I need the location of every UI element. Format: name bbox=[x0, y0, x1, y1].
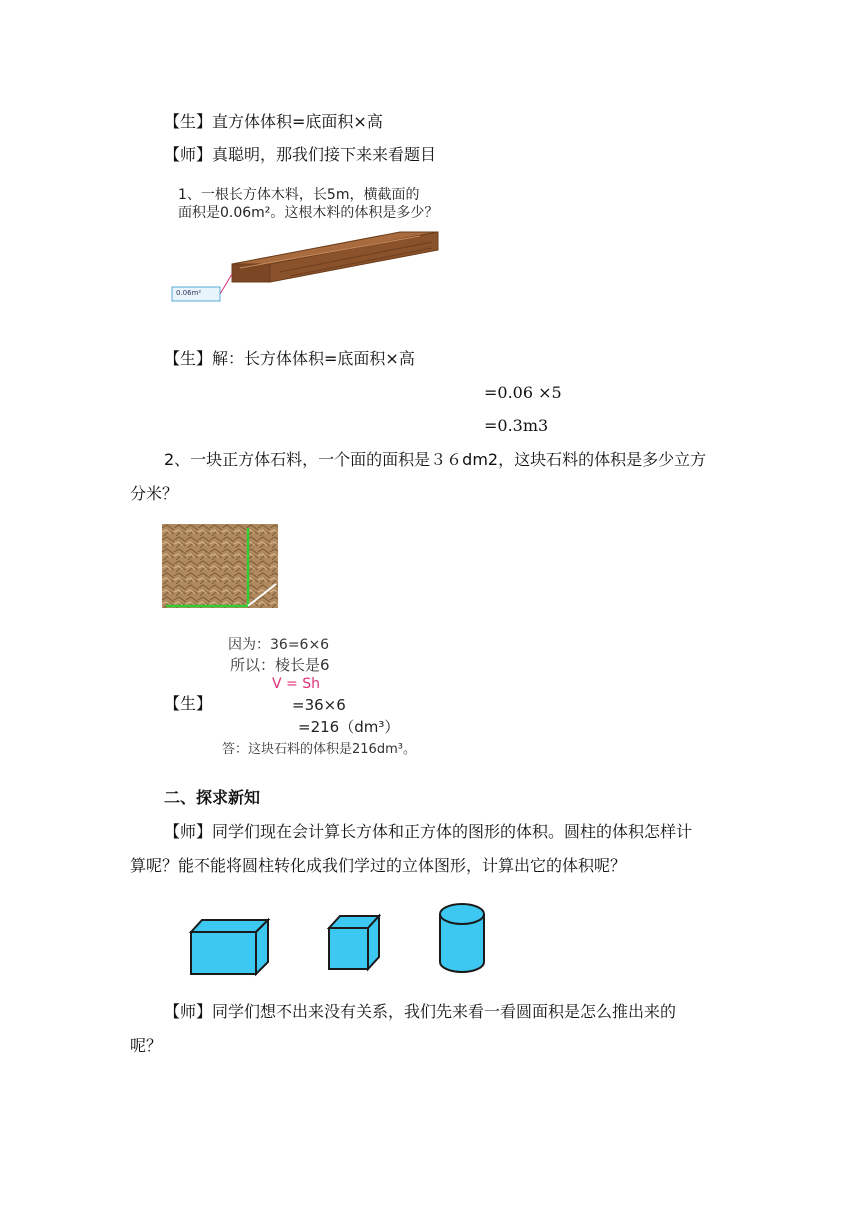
paragraph-1-line1: 【师】同学们现在会计算长方体和正方体的图形的体积。圆柱的体积怎样计 bbox=[164, 822, 693, 841]
solution-line4: =36×6 bbox=[292, 696, 346, 714]
three-solids-illustration bbox=[186, 898, 492, 982]
wood-beam-illustration bbox=[170, 182, 442, 304]
line-student-3: 【生】 bbox=[164, 694, 213, 713]
question-2-line1: 2、一块正方体石料，一个面的面积是３６dm2，这块石料的体积是多少立方 bbox=[164, 450, 707, 469]
solution-line1: 因为：36=6×6 bbox=[228, 637, 330, 653]
line-student-1: 【生】直方体体积=底面积×高 bbox=[164, 112, 383, 131]
wood-area-label: 0.06m² bbox=[176, 289, 202, 297]
cylinder-shape bbox=[440, 904, 484, 972]
stone-cube-illustration bbox=[162, 524, 280, 610]
stone-solution-block bbox=[222, 632, 482, 760]
line-student-2: 【生】解：长方体体积=底面积×高 bbox=[164, 349, 415, 368]
solution-line2: 所以：棱长是6 bbox=[230, 656, 330, 674]
line-teacher-1: 【师】真聪明，那我们接下来来看题目 bbox=[164, 145, 437, 164]
calc-line-2: =0.3m3 bbox=[484, 416, 549, 435]
question-2-line2: 分米？ bbox=[130, 484, 179, 503]
section-heading: 二、探求新知 bbox=[164, 788, 261, 807]
figure-wood-beam bbox=[170, 182, 442, 304]
wood-question-line1: 1、一根长方体木料，长5m，横截面的 bbox=[178, 187, 420, 203]
cuboid-shape bbox=[191, 920, 268, 974]
calc-line-1: =0.06 ×5 bbox=[484, 383, 562, 402]
solution-line5: =216（dm³） bbox=[298, 718, 400, 736]
cube-shape bbox=[329, 916, 379, 969]
solution-line3: V = Sh bbox=[272, 676, 320, 692]
solution-line6: 答：这块石料的体积是216dm³。 bbox=[222, 742, 416, 757]
wood-question-line2: 面积是0.06m²。这根木料的体积是多少？ bbox=[178, 205, 439, 221]
paragraph-2-line1: 【师】同学们想不出来没有关系，我们先来看一看圆面积是怎么推出来的 bbox=[164, 1002, 677, 1021]
paragraph-2-line2: 呢？ bbox=[130, 1036, 163, 1055]
paragraph-1-line2: 算呢？能不能将圆柱转化成我们学过的立体图形，计算出它的体积呢？ bbox=[130, 856, 627, 875]
